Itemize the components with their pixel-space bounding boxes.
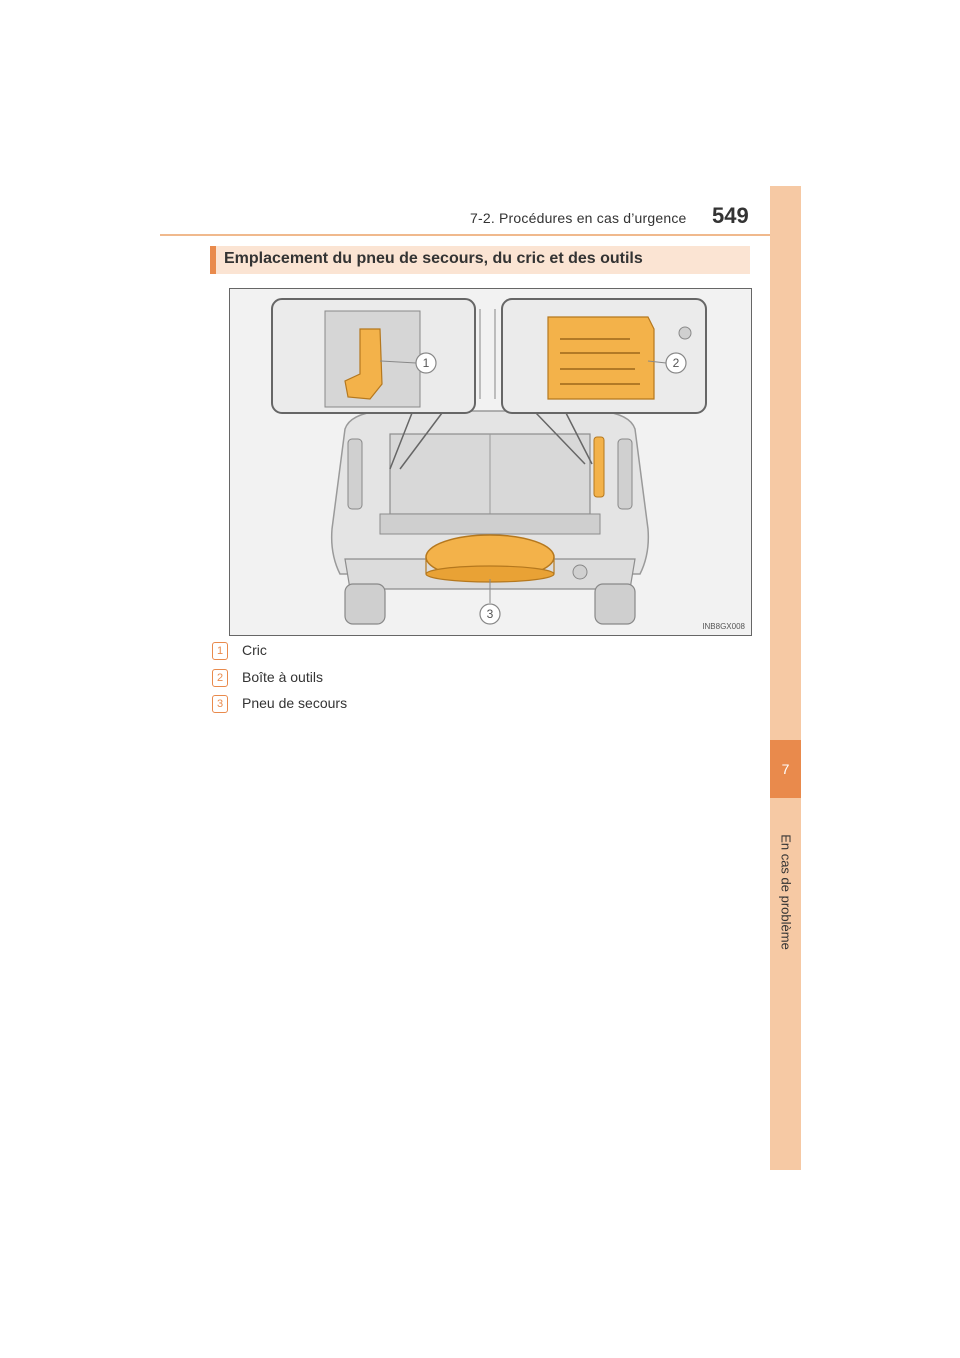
callout-1 xyxy=(416,353,436,373)
section-heading xyxy=(210,246,750,274)
callout-2 xyxy=(666,353,686,373)
callout-2-text: 2 xyxy=(672,356,680,370)
chapter-label xyxy=(770,812,801,972)
heading-accent-bar xyxy=(210,246,216,274)
tool-box-highlight xyxy=(548,317,654,399)
chapter-label-text: En cas de problème xyxy=(778,834,793,950)
inset-jack xyxy=(272,299,475,413)
header-rule xyxy=(160,234,800,236)
side-tab xyxy=(770,186,801,1170)
callout-3 xyxy=(480,604,500,624)
callout-1-text: 1 xyxy=(422,356,430,370)
vehicle-rear-illustration xyxy=(229,288,752,636)
right-rear-wheel xyxy=(595,584,635,624)
legend-label: Cric xyxy=(242,642,267,658)
header-section-title: 7-2. Procédures en cas d’urgence xyxy=(470,210,687,226)
section-heading-text: Emplacement du pneu de secours, du cric et des outils xyxy=(224,250,643,267)
chapter-number: 7 xyxy=(770,740,801,798)
tool-box-panel-highlight xyxy=(594,437,604,497)
legend-number: 1 xyxy=(212,642,228,660)
legend-label: Boîte à outils xyxy=(242,669,323,685)
illustration-svg xyxy=(230,289,751,635)
legend-number: 3 xyxy=(212,695,228,713)
callout-3-text: 3 xyxy=(486,607,494,621)
legend-number: 2 xyxy=(212,669,228,687)
figure-code: INB8GX008 xyxy=(702,622,745,631)
page-number: 549 xyxy=(712,203,749,228)
legend-label: Pneu de secours xyxy=(242,695,348,711)
left-rear-wheel xyxy=(345,584,385,624)
